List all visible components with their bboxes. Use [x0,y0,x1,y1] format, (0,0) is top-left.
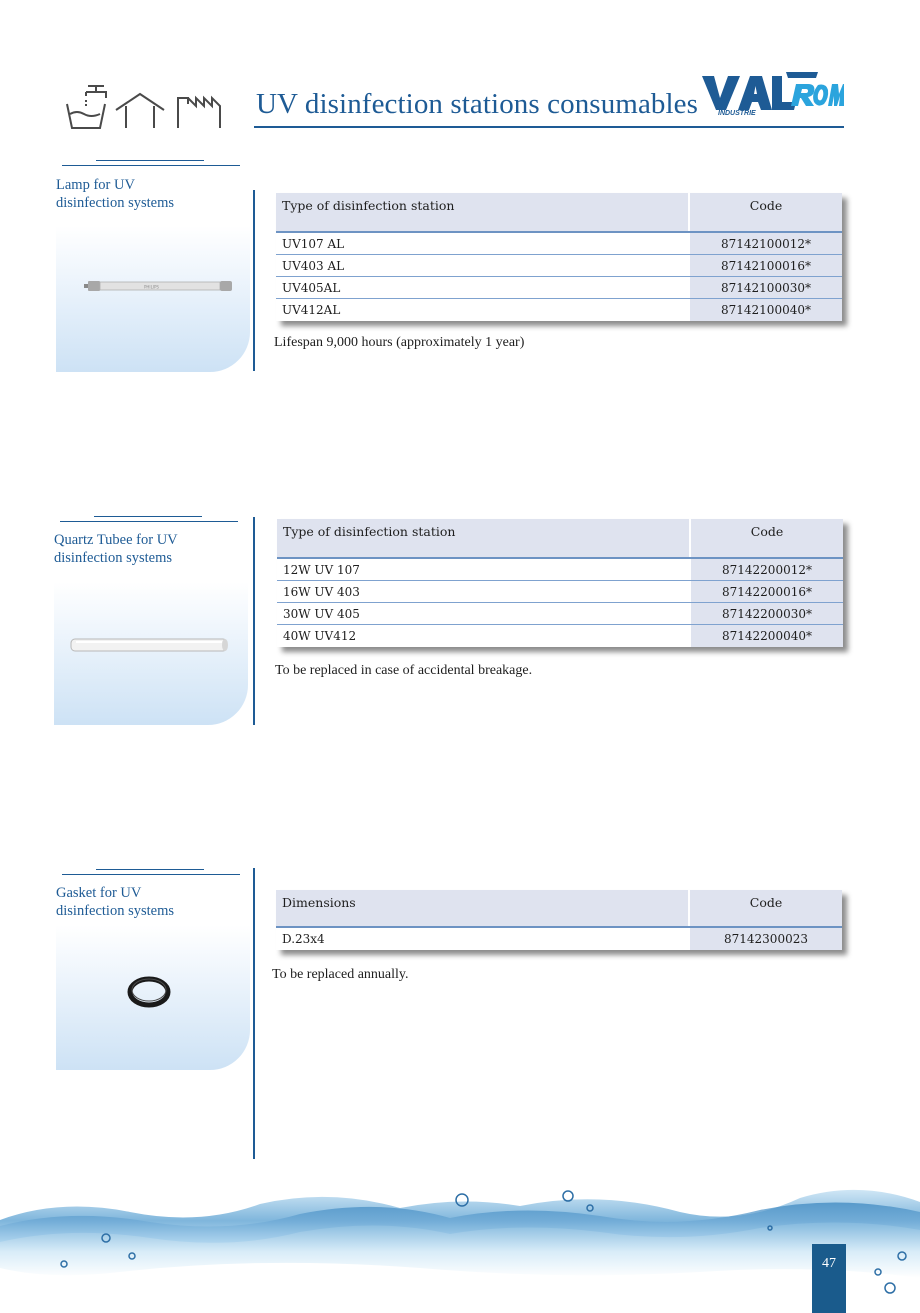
section2-vertical-bar [253,517,255,725]
section1-divider [62,165,240,166]
uv-lamp-image [84,278,234,294]
section1-vertical-bar [253,190,255,371]
section3-table [276,890,842,950]
table-row [277,559,843,581]
cell-dimensions: D.23x4 [276,928,690,950]
table-row [276,233,842,255]
cell-type: 40W UV412 [277,625,691,647]
header-category-icons [64,82,224,130]
cell-type: UV405AL [276,277,690,298]
table-row [277,581,843,603]
section1-name-line1: Lamp for UV [56,177,135,193]
cell-code: 87142100030* [690,277,842,298]
column-header-type: Type of disinfection station [277,519,691,557]
cell-code: 87142200040* [691,625,843,647]
column-header-dimensions: Dimensions [276,890,690,926]
section2-product-name [54,531,178,567]
cell-code: 87142200012* [691,559,843,580]
cell-code: 87142200016* [691,581,843,602]
table-row [276,928,842,950]
page-number: 47 [812,1244,846,1313]
column-header-code: Code [750,524,784,539]
section2-image-card [54,582,248,725]
section2-divider [60,521,238,522]
cell-code: 87142100016* [690,255,842,276]
section1-image-card [56,226,250,372]
cell-code: 87142300023 [690,928,842,950]
table-header-row [276,890,842,928]
logo-subtitle: INDUSTRIE [718,110,756,116]
cell-type: UV107 AL [276,233,690,254]
section3-product-name [56,884,174,920]
section2-accent-line [94,516,202,517]
section2-table [277,519,843,647]
section1-name-line2: disinfection systems [56,195,175,211]
svg-text:PHILIPS: PHILIPS [144,284,159,290]
section3-vertical-bar [253,868,255,1159]
table-header-row [276,193,842,233]
section3-image-card [56,925,250,1070]
section2-note: To be replaced in case of accidental breakage. [275,663,533,678]
factory-roof-icon [178,98,220,128]
cell-type: 30W UV 405 [277,603,691,624]
table-header-row [277,519,843,559]
quartz-tube-image [70,638,230,652]
section1-product-name [56,176,174,212]
section1-table [276,193,842,321]
section2-name-line2: disinfection systems [54,550,173,566]
table-row [277,625,843,647]
column-header-type: Type of disinfection station [276,193,690,231]
page-title: UV disinfection stations consumables [256,88,699,120]
water-tap-basin-icon [67,86,106,128]
section1-accent-line [96,160,204,161]
cell-type: 12W UV 107 [277,559,691,580]
cell-code: 87142200030* [691,603,843,624]
section3-accent-line [96,869,204,870]
section3-divider [62,874,240,875]
section3-name-line1: Gasket for UV [56,885,142,901]
section1-note: Lifespan 9,000 hours (approximately 1 year) [274,335,525,350]
cell-code: 87142100012* [690,233,842,254]
cell-code: 87142100040* [690,299,842,321]
gasket-ring-image [126,975,172,1009]
section2-name-line1: Quartz Tubee for UV [54,532,178,548]
table-row [276,255,842,277]
cell-type: 16W UV 403 [277,581,691,602]
table-row [277,603,843,625]
column-header-code: Code [749,895,783,910]
table-row [276,277,842,299]
title-underline [254,126,844,128]
section3-note: To be replaced annually. [272,967,409,982]
valrom-logo [700,68,844,116]
section3-name-line2: disinfection systems [56,903,175,919]
table-row [276,299,842,321]
cell-type: UV403 AL [276,255,690,276]
cell-type: UV412AL [276,299,690,321]
house-roof-icon [116,94,164,128]
column-header-code: Code [749,198,783,213]
water-splash-footer [0,1168,920,1313]
